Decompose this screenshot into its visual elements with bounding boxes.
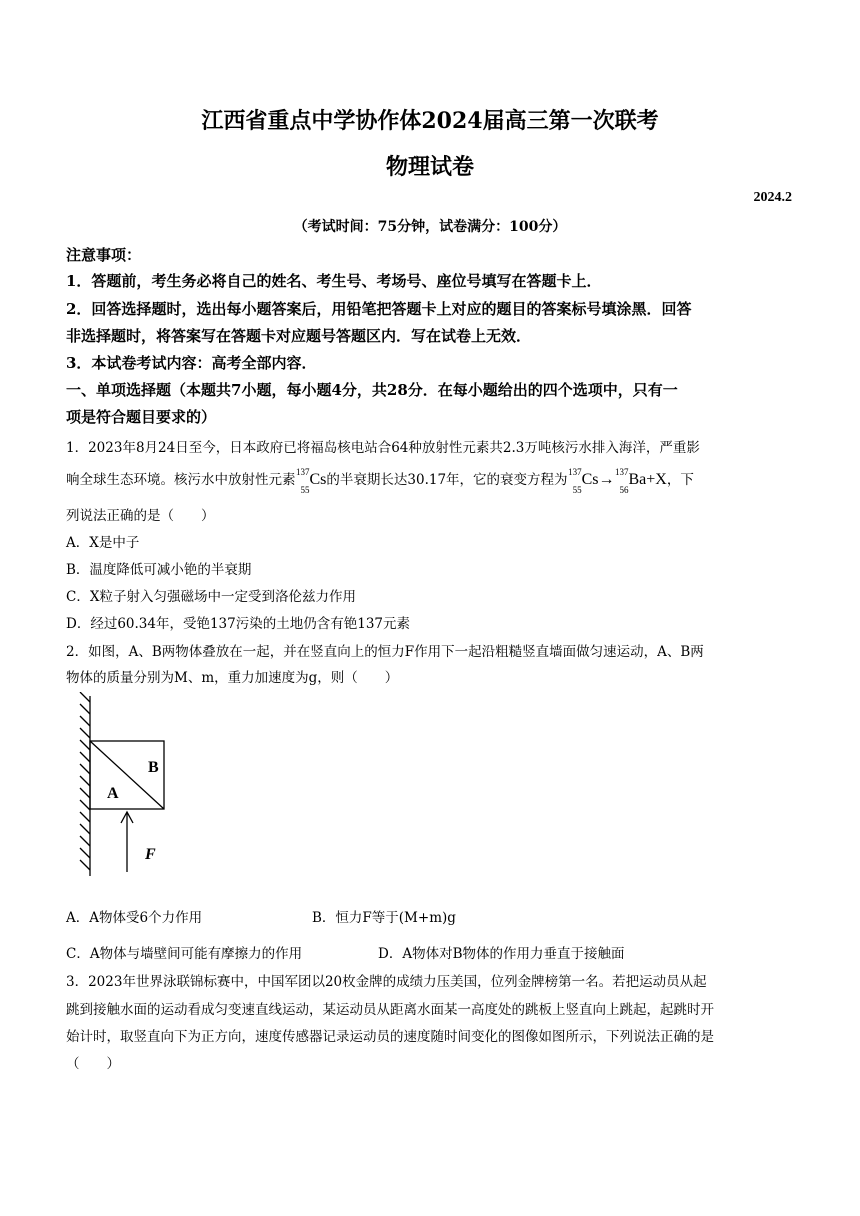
q2-option-b: B．恒力F等于(M+m)g bbox=[312, 910, 456, 926]
wall bbox=[80, 692, 90, 876]
notice-item-3: 3．本试卷考试内容：高考全部内容． bbox=[66, 354, 317, 372]
exam-info: （考试时间：75分钟，试卷满分：100分） bbox=[293, 219, 567, 235]
ba-symbol: Ba bbox=[628, 471, 647, 488]
q2-option-d: D．A物体对B物体的作用力垂直于接触面 bbox=[378, 946, 625, 962]
q1-line-2-post: ，下 bbox=[666, 472, 694, 488]
cs-symbol-2: Cs bbox=[581, 471, 599, 488]
q1-option-a: A．X是中子 bbox=[66, 535, 140, 551]
section1-heading-a: 一、单项选择题（本题共7小题，每小题4分，共28分．在每小题给出的四个选项中，只有一 bbox=[66, 381, 678, 399]
q1-option-d: D．经过60.34年，受铯137污染的土地仍含有铯137元素 bbox=[66, 616, 411, 632]
cs-nuclide-notation-2 bbox=[568, 466, 582, 495]
notice-item-2b: 非选择题时，将答案写在答题卡对应题号答题区内．写在试卷上无效． bbox=[66, 327, 532, 345]
exam-date: 2024.2 bbox=[753, 190, 792, 205]
q1-option-b: B．温度降低可减小铯的半衰期 bbox=[66, 562, 252, 578]
q2-line-2: 物体的质量分别为M、m，重力加速度为g，则（ ） bbox=[66, 670, 399, 686]
label-b: B bbox=[148, 759, 159, 776]
exam-title: 江西省重点中学协作体2024届高三第一次联考 bbox=[201, 108, 659, 134]
notice-item-1: 1．答题前，考生务必将自己的姓名、考生号、考场号、座位号填写在答题卡上． bbox=[66, 272, 602, 290]
label-a: A bbox=[107, 785, 119, 802]
cs-nuclide-notation bbox=[296, 466, 310, 495]
cs-mass-number-2: 137 bbox=[568, 466, 582, 477]
q2-option-c: C．A物体与墙壁间可能有摩擦力的作用 bbox=[66, 946, 303, 962]
q1-line-2-mid: 的半衰期长达30.17年，它的衰变方程为 bbox=[326, 472, 568, 488]
cs-atomic-number: 55 bbox=[300, 484, 310, 495]
ba-mass-number: 137 bbox=[614, 466, 629, 477]
force-arrow bbox=[121, 812, 133, 872]
plus-sign: + bbox=[646, 471, 656, 488]
q3-line-4: （ ） bbox=[66, 1056, 120, 1072]
q2-figure bbox=[72, 692, 182, 880]
ba-atomic-number: 56 bbox=[619, 484, 629, 495]
notice-item-2a: 2．回答选择题时，选出每小题答案后，用铅笔把答题卡上对应的题目的答案标号填涂黑．回答 bbox=[66, 300, 692, 318]
subject-title: 物理试卷 bbox=[385, 154, 474, 180]
decay-arrow: → bbox=[598, 471, 615, 488]
x-symbol: X bbox=[655, 471, 667, 488]
cs-mass-number: 137 bbox=[296, 466, 310, 477]
notice-heading: 注意事项： bbox=[66, 246, 142, 264]
q1-line-2 bbox=[66, 466, 796, 495]
q3-line-3: 始计时，取竖直向下为正方向，速度传感器记录运动员的速度随时间变化的图像如图所示，下列说法正确的是 bbox=[66, 1029, 714, 1045]
q3-line-2: 跳到接触水面的运动看成匀变速直线运动，某运动员从距离水面某一高度处的跳板上竖直向上跳起，起跳时开 bbox=[66, 1002, 714, 1018]
label-f: F bbox=[145, 846, 156, 863]
q3-line-1: 3．2023年世界泳联锦标赛中，中国军团以20枚金牌的成绩力压美国，位列金牌榜第一名。若把运动员从起 bbox=[66, 974, 707, 990]
section1-heading-b: 项是符合题目要求的） bbox=[66, 408, 217, 426]
q2-line-1: 2．如图，A、B两物体叠放在一起，并在竖直向上的恒力F作用下一起沿粗糙竖直墙面做匀速运动，A、B两 bbox=[66, 644, 704, 660]
q1-option-c: C．X粒子射入匀强磁场中一定受到洛伦兹力作用 bbox=[66, 589, 356, 605]
cs-symbol: Cs bbox=[309, 471, 327, 488]
q1-line-2-pre: 响全球生态环境。核污水中放射性元素 bbox=[66, 472, 296, 488]
cs-atomic-number-2: 55 bbox=[572, 484, 582, 495]
q1-line-3: 列说法正确的是（ ） bbox=[66, 508, 215, 524]
q1-line-1: 1．2023年8月24日至今，日本政府已将福岛核电站合64种放射性元素共2.3万吨核污水排入海洋，严重影 bbox=[66, 440, 700, 456]
q2-option-a: A．A物体受6个力作用 bbox=[66, 910, 203, 926]
ba-nuclide-notation bbox=[614, 466, 629, 495]
